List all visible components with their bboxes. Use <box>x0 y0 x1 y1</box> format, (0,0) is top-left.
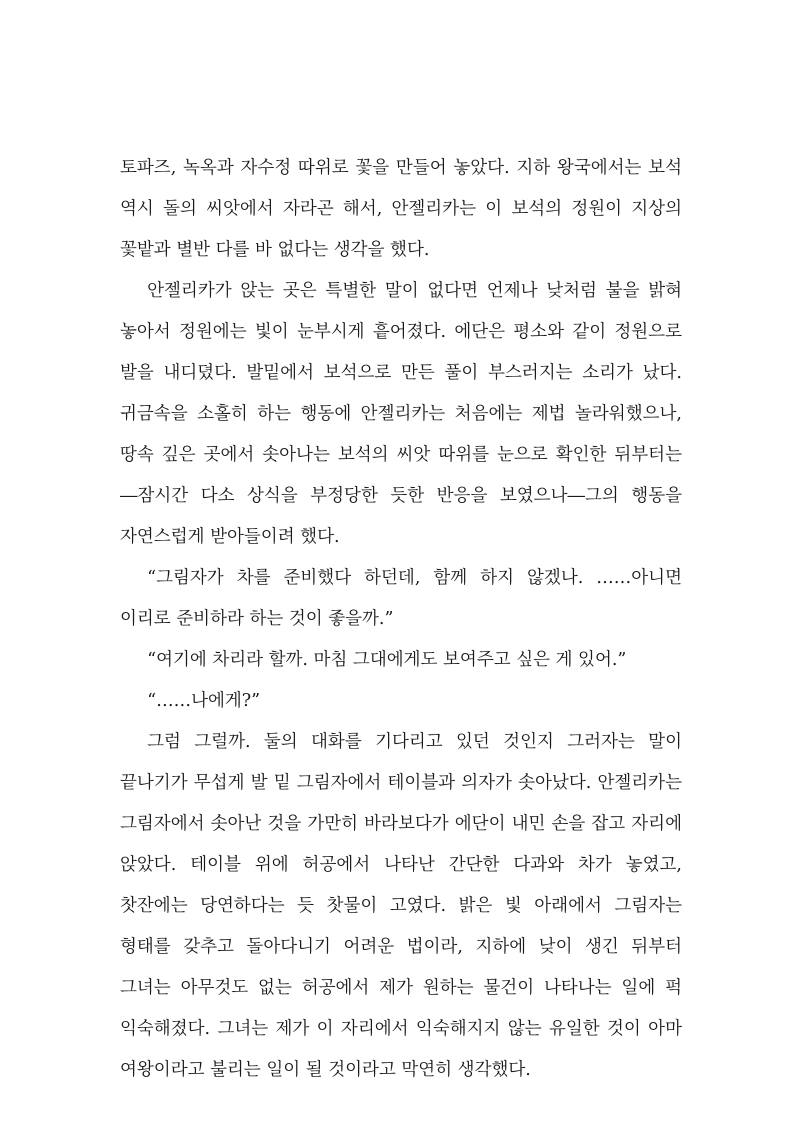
dialogue-paragraph: “그림자가 차를 준비했다 하던데, 함께 하지 않겠나. ……아니면 이리로 준비하라 하는 것이 좋을까.” <box>120 568 682 629</box>
dialogue-paragraph: “……나에게?” <box>147 691 261 711</box>
dialogue-paragraph: “여기에 차리라 할까. 마침 그대에게도 보여주고 싶은 게 있어.” <box>147 650 627 670</box>
paragraph: 그럼 그럴까. 둘의 대화를 기다리고 있던 것인지 그러자는 말이 끝나기가 무섭게 발 밑 그림자에서 테이블과 의자가 솟아났다. 안젤리카는 그림자에서 솟아난 것을 가만히 바라보다가 에단이 내민 손을 잡고 자리에 앉았다. 테이블 위에 허공에서 나타난 간단한 다과와 차가 놓였고, 찻잔에는 당연하다는 듯 찻물이 고였다. 밝은 빛 아래에서 그림자는 형태를 갖추고 돌아다니기 어려운 법이라, 지하에 낮이 생긴 뒤부터 그녀는 아무것도 없는 허공에서 제가 원하는 물건이 나타나는 일에 퍽 익숙해졌다. 그녀는 제가 이 자리에서 익숙해지지 않는 유일한 것이 아마 여왕이라고 불리는 일이 될 것이라고 막연히 생각했다. <box>120 732 682 1080</box>
document-page <box>120 148 682 1091</box>
paragraph: 토파즈, 녹옥과 자수정 따위로 꽃을 만들어 놓았다. 지하 왕국에서는 보석 역시 돌의 씨앗에서 자라곤 해서, 안젤리카는 이 보석의 정원이 지상의 꽃밭과 별반 다를 바 없다는 생각을 했다. <box>120 158 682 260</box>
paragraph: 안젤리카가 앉는 곳은 특별한 말이 없다면 언제나 낮처럼 불을 밝혀 놓아서 정원에는 빛이 눈부시게 흩어졌다. 에단은 평소와 같이 정원으로 발을 내디뎠다. 발밑에서 보석으로 만든 풀이 부스러지는 소리가 났다. 귀금속을 소홀히 하는 행동에 안젤리카는 처음에는 제법 놀라워했으나, 땅속 깊은 곳에서 솟아나는 보석의 씨앗 따위를 눈으로 확인한 뒤부터는 ―잠시간 다소 상식을 부정당한 듯한 반응을 보였으나―그의 행동을 자연스럽게 받아들이려 했다. <box>120 281 682 547</box>
